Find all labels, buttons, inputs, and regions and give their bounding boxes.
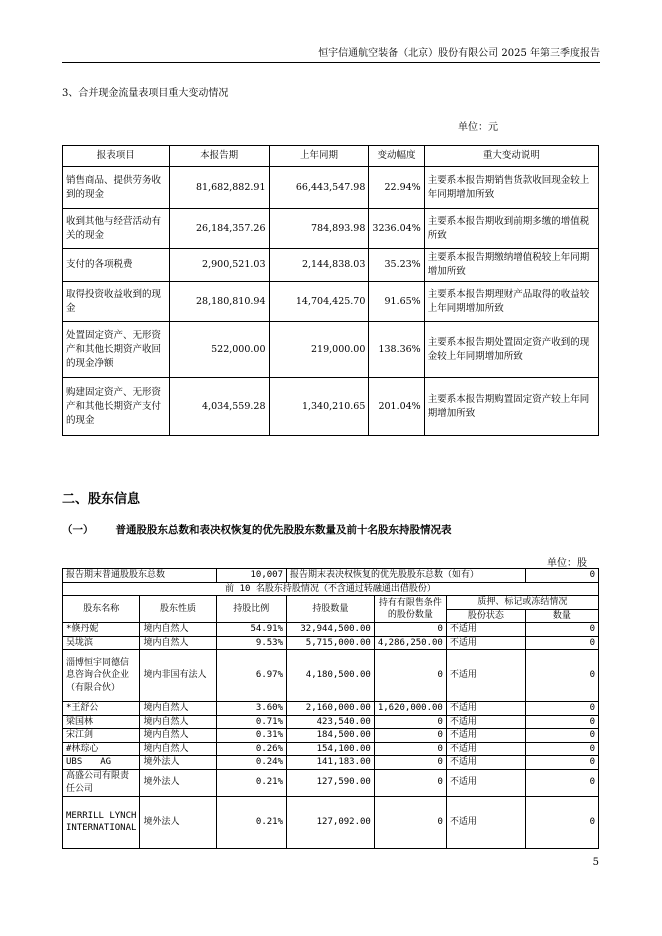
cell-qty: 0 <box>525 729 598 743</box>
table-row <box>63 623 599 637</box>
cell-status: 不适用 <box>446 702 525 716</box>
cell-qty: 0 <box>525 796 598 848</box>
cell-nature: 境内自然人 <box>140 702 216 716</box>
cell-nature: 境外法人 <box>140 796 216 848</box>
table-row <box>63 167 599 209</box>
header-restricted: 持有有限售条件的股份数量 <box>374 596 446 623</box>
cell-qty: 0 <box>525 650 598 702</box>
preferred-value: 0 <box>525 569 598 583</box>
col-header-item: 报表项目 <box>63 146 170 167</box>
cell-name: #林琮心 <box>63 742 140 756</box>
cell-restricted: 4,286,250.00 <box>374 636 446 650</box>
cell-reason: 主要系本报告期处置固定资产收到的现金较上年同期增加所致 <box>424 322 598 378</box>
cashflow-header-row <box>63 146 599 167</box>
cell-status: 不适用 <box>446 742 525 756</box>
cell-qty: 0 <box>525 702 598 716</box>
cell-ratio: 0.21% <box>216 796 287 848</box>
cell-ratio: 0.71% <box>216 715 287 729</box>
subsection-text: 普通股股东总数和表决权恢复的优先股股东数量及前十名股东持股情况表 <box>115 524 452 536</box>
col-header-change: 变动幅度 <box>369 146 424 167</box>
cell-name: 淄博恒宇同德信息咨询合伙企业（有限合伙） <box>63 650 140 702</box>
cell-name: 梁国林 <box>63 715 140 729</box>
cell-item: 取得投资收益收到的现金 <box>63 282 170 322</box>
page-header <box>62 44 600 63</box>
summary-label: 报告期末普通股股东总数 <box>63 569 217 583</box>
summary-value: 10,007 <box>216 569 287 583</box>
table-row <box>63 249 599 282</box>
shareholder-table <box>62 568 599 849</box>
cell-status: 不适用 <box>446 796 525 848</box>
cell-change: 138.36% <box>369 322 424 378</box>
table-row <box>63 769 599 796</box>
table-row <box>63 636 599 650</box>
cell-restricted: 0 <box>374 756 446 770</box>
table-row <box>63 209 599 249</box>
cell-quantity: 154,100.00 <box>287 742 375 756</box>
cell-quantity: 32,944,500.00 <box>287 623 375 637</box>
cell-restricted: 0 <box>374 729 446 743</box>
cell-name: UBS AG <box>63 756 140 770</box>
cell-status: 不适用 <box>446 636 525 650</box>
section-shareholders-title: 二、股东信息 <box>62 492 141 507</box>
cell-restricted: 0 <box>374 742 446 756</box>
header-pledge-group: 质押、标记或冻结情况 <box>446 596 598 610</box>
cell-quantity: 5,715,000.00 <box>287 636 375 650</box>
cell-change: 3236.04% <box>369 209 424 249</box>
table-row <box>63 729 599 743</box>
unit-label-cashflow: 单位：元 <box>458 122 498 133</box>
cell-quantity: 2,160,000.00 <box>287 702 375 716</box>
cell-name: MERRILL LYNCH INTERNATIONAL <box>63 796 140 848</box>
cell-restricted: 0 <box>374 650 446 702</box>
cell-qty: 0 <box>525 769 598 796</box>
cell-quantity: 141,183.00 <box>287 756 375 770</box>
cell-restricted: 0 <box>374 796 446 848</box>
table-row <box>63 702 599 716</box>
preferred-label: 报告期末表决权恢复的优先股股东总数（如有） <box>287 569 526 583</box>
cell-current: 28,180,810.94 <box>169 282 269 322</box>
table-row <box>63 650 599 702</box>
table-row <box>63 715 599 729</box>
cell-prior: 219,000.00 <box>269 322 369 378</box>
unit-label-shares: 单位：股 <box>547 558 587 569</box>
cashflow-table <box>62 145 599 436</box>
cell-status: 不适用 <box>446 756 525 770</box>
cell-qty: 0 <box>525 623 598 637</box>
shareholder-header-row <box>63 596 599 610</box>
cell-change: 22.94% <box>369 167 424 209</box>
subsection-title <box>62 522 452 537</box>
cell-quantity: 184,500.00 <box>287 729 375 743</box>
cell-ratio: 0.31% <box>216 729 287 743</box>
header-quantity: 持股数量 <box>287 596 375 623</box>
cell-item: 处置固定资产、无形资产和其他长期资产收回的现金净额 <box>63 322 170 378</box>
table-row <box>63 322 599 378</box>
cell-current: 2,900,521.03 <box>169 249 269 282</box>
cell-qty: 0 <box>525 756 598 770</box>
cell-restricted: 0 <box>374 715 446 729</box>
cell-restricted: 0 <box>374 623 446 637</box>
cell-ratio: 0.21% <box>216 769 287 796</box>
cell-status: 不适用 <box>446 715 525 729</box>
cell-reason: 主要系本报告期理财产品取得的收益较上年同期增加所致 <box>424 282 598 322</box>
cell-reason: 主要系本报告期销售货款收回现金较上年同期增加所致 <box>424 167 598 209</box>
cell-status: 不适用 <box>446 650 525 702</box>
cell-nature: 境内自然人 <box>140 742 216 756</box>
cell-ratio: 0.26% <box>216 742 287 756</box>
cell-nature: 境内自然人 <box>140 636 216 650</box>
table-row <box>63 796 599 848</box>
cell-prior: 784,893.98 <box>269 209 369 249</box>
header-pledge-qty: 数量 <box>525 609 598 623</box>
cell-current: 81,682,882.91 <box>169 167 269 209</box>
cell-change: 91.65% <box>369 282 424 322</box>
cell-prior: 2,144,838.03 <box>269 249 369 282</box>
top10-caption-row <box>63 582 599 596</box>
top10-caption: 前 10 名股东持股情况（不含通过转融通出借股份） <box>63 582 599 596</box>
header-pledge-status: 股份状态 <box>446 609 525 623</box>
cell-nature: 境内自然人 <box>140 729 216 743</box>
cell-current: 4,034,559.28 <box>169 378 269 436</box>
cell-ratio: 54.91% <box>216 623 287 637</box>
cell-current: 522,000.00 <box>169 322 269 378</box>
table-row <box>63 378 599 436</box>
cell-ratio: 9.53% <box>216 636 287 650</box>
header-nature: 股东性质 <box>140 596 216 623</box>
cell-qty: 0 <box>525 636 598 650</box>
cell-qty: 0 <box>525 742 598 756</box>
cell-nature: 境内非国有法人 <box>140 650 216 702</box>
table-row <box>63 756 599 770</box>
cell-quantity: 127,590.00 <box>287 769 375 796</box>
cell-qty: 0 <box>525 715 598 729</box>
col-header-reason: 重大变动说明 <box>424 146 598 167</box>
cell-name: 宋江剑 <box>63 729 140 743</box>
cell-quantity: 4,180,500.00 <box>287 650 375 702</box>
cell-ratio: 3.60% <box>216 702 287 716</box>
cell-status: 不适用 <box>446 729 525 743</box>
cell-name: 吴垅滨 <box>63 636 140 650</box>
cell-status: 不适用 <box>446 769 525 796</box>
cell-name: 高盛公司有限责任公司 <box>63 769 140 796</box>
header-ratio: 持股比例 <box>216 596 287 623</box>
cell-quantity: 127,092.00 <box>287 796 375 848</box>
cell-item: 支付的各项税费 <box>63 249 170 282</box>
cell-change: 201.04% <box>369 378 424 436</box>
summary-row <box>63 569 599 583</box>
cell-name: *王舒公 <box>63 702 140 716</box>
header-title: 恒宇信通航空装备（北京）股份有限公司 2025 年第三季度报告 <box>318 48 600 59</box>
cell-prior: 14,704,425.70 <box>269 282 369 322</box>
cell-quantity: 423,540.00 <box>287 715 375 729</box>
cell-restricted: 1,620,000.00 <box>374 702 446 716</box>
page-number: 5 <box>592 857 599 868</box>
cell-name: *倏丹妮 <box>63 623 140 637</box>
cell-prior: 1,340,210.65 <box>269 378 369 436</box>
cell-item: 购建固定资产、无形资产和其他长期资产支付的现金 <box>63 378 170 436</box>
cell-status: 不适用 <box>446 623 525 637</box>
cell-ratio: 6.97% <box>216 650 287 702</box>
col-header-current: 本报告期 <box>169 146 269 167</box>
cell-reason: 主要系本报告期缴纳增值税较上年同期增加所致 <box>424 249 598 282</box>
cell-item: 收到其他与经营活动有关的现金 <box>63 209 170 249</box>
cell-prior: 66,443,547.98 <box>269 167 369 209</box>
cell-nature: 境外法人 <box>140 756 216 770</box>
cell-reason: 主要系本报告期收到前期多缴的增值税所致 <box>424 209 598 249</box>
cell-nature: 境内自然人 <box>140 715 216 729</box>
table-row <box>63 282 599 322</box>
cell-nature: 境内自然人 <box>140 623 216 637</box>
cell-restricted: 0 <box>374 769 446 796</box>
cell-change: 35.23% <box>369 249 424 282</box>
cell-nature: 境外法人 <box>140 769 216 796</box>
cell-item: 销售商品、提供劳务收到的现金 <box>63 167 170 209</box>
section-3-title: 3、合并现金流量表项目重大变动情况 <box>62 88 229 99</box>
col-header-prior: 上年同期 <box>269 146 369 167</box>
cell-ratio: 0.24% <box>216 756 287 770</box>
cell-reason: 主要系本报告期购置固定资产较上年同期增加所致 <box>424 378 598 436</box>
subsection-index: （一） <box>62 524 94 536</box>
table-row <box>63 742 599 756</box>
header-name: 股东名称 <box>63 596 140 623</box>
cell-current: 26,184,357.26 <box>169 209 269 249</box>
